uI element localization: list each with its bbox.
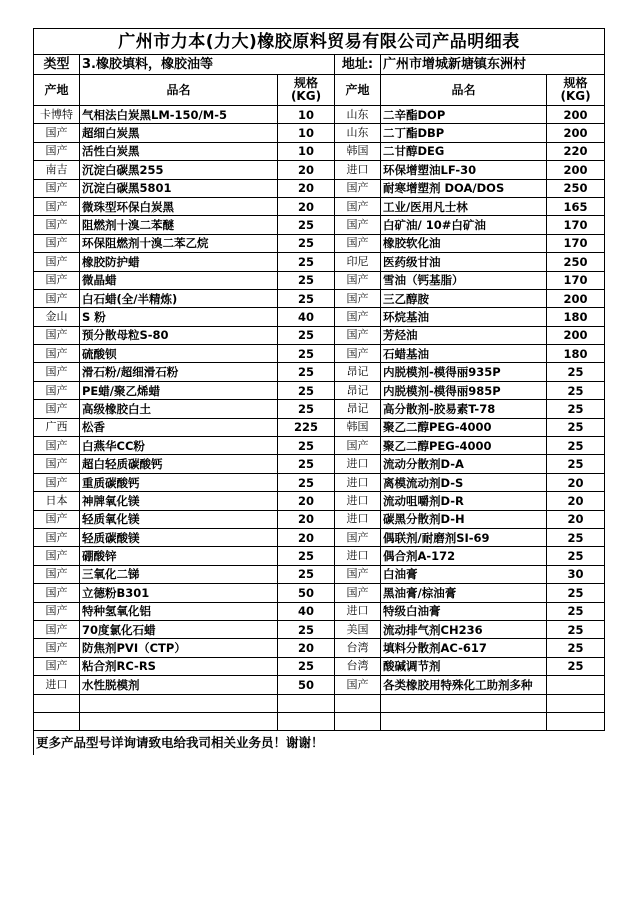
product-name-left: 气相法白炭黑LM-150/M-5: [80, 106, 278, 124]
product-name-right: 各类橡胶用特殊化工助剂多种: [381, 676, 547, 694]
spec-cell-left: 20: [278, 492, 335, 510]
spec-cell-right: 250: [547, 179, 605, 197]
origin-cell-left: 国产: [34, 142, 80, 160]
header-spec-left: 规格(KG): [278, 75, 335, 106]
blank-cell: [278, 712, 335, 730]
product-name-left: 硼酸锌: [80, 547, 278, 565]
origin-cell-right: 国产: [335, 308, 381, 326]
origin-cell-right: 国产: [335, 584, 381, 602]
spec-cell-right: 220: [547, 142, 605, 160]
origin-cell-left: 国产: [34, 271, 80, 289]
address-value: 广州市增城新塘镇东洲村: [381, 55, 605, 75]
spec-cell-left: 20: [278, 528, 335, 546]
origin-cell-right: 台湾: [335, 639, 381, 657]
table-row: [34, 620, 605, 638]
spec-cell-left: 25: [278, 234, 335, 252]
product-name-left: 白燕华CC粉: [80, 437, 278, 455]
table-row: [34, 124, 605, 142]
origin-cell-right: 美国: [335, 620, 381, 638]
product-name-right: 二甘醇DEG: [381, 142, 547, 160]
origin-cell-right: 进口: [335, 547, 381, 565]
product-name-left: S 粉: [80, 308, 278, 326]
origin-cell-right: 进口: [335, 473, 381, 491]
table-row: [34, 492, 605, 510]
header-spec-right: 规格(KG): [547, 75, 605, 106]
spec-cell-left: 25: [278, 400, 335, 418]
blank-row: [34, 694, 605, 712]
product-name-right: 耐寒增塑剂 DOA/DOS: [381, 179, 547, 197]
origin-cell-right: 进口: [335, 455, 381, 473]
product-name-right: 石蜡基油: [381, 345, 547, 363]
spec-cell-right: 25: [547, 584, 605, 602]
table-row: [34, 565, 605, 583]
table-row: [34, 289, 605, 307]
product-name-right: 医药级甘油: [381, 253, 547, 271]
product-name-right: 聚乙二醇PEG-4000: [381, 418, 547, 436]
spec-cell-right: 200: [547, 161, 605, 179]
product-name-left: 立德粉B301: [80, 584, 278, 602]
spec-cell-left: 10: [278, 142, 335, 160]
table-row: [34, 639, 605, 657]
origin-cell-left: 国产: [34, 345, 80, 363]
blank-cell: [278, 694, 335, 712]
origin-cell-right: 进口: [335, 161, 381, 179]
blank-cell: [80, 712, 278, 730]
origin-cell-right: 进口: [335, 492, 381, 510]
product-name-right: 高分散剂-胶易素T-78: [381, 400, 547, 418]
spec-cell-left: 40: [278, 602, 335, 620]
table-row: [34, 216, 605, 234]
product-name-right: 环烷基油: [381, 308, 547, 326]
table-row: [34, 271, 605, 289]
spec-cell-left: 25: [278, 363, 335, 381]
table-row: [34, 657, 605, 675]
spec-cell-left: 25: [278, 216, 335, 234]
spec-cell-left: 25: [278, 381, 335, 399]
table-row: [34, 455, 605, 473]
product-name-right: 偶联剂/耐磨剂SI-69: [381, 528, 547, 546]
spec-cell-right: 200: [547, 289, 605, 307]
spec-cell-left: 25: [278, 565, 335, 583]
origin-cell-right: 韩国: [335, 142, 381, 160]
origin-cell-left: 国产: [34, 639, 80, 657]
product-name-right: 内脱模剂-模得丽985P: [381, 381, 547, 399]
origin-cell-left: 国产: [34, 455, 80, 473]
origin-cell-left: 国产: [34, 289, 80, 307]
product-name-left: 微珠型环保白炭黑: [80, 197, 278, 215]
product-name-left: 活性白炭黑: [80, 142, 278, 160]
spec-cell-left: 25: [278, 326, 335, 344]
product-name-left: 超细白炭黑: [80, 124, 278, 142]
product-name-left: 重质碳酸钙: [80, 473, 278, 491]
origin-cell-right: 国产: [335, 234, 381, 252]
table-row: [34, 179, 605, 197]
table-row: [34, 437, 605, 455]
spec-cell-left: 25: [278, 289, 335, 307]
spec-cell-left: 50: [278, 584, 335, 602]
origin-cell-left: 国产: [34, 326, 80, 344]
origin-cell-right: 进口: [335, 510, 381, 528]
product-name-left: 沉淀白碳黑5801: [80, 179, 278, 197]
type-value: 3.橡胶填料，橡胶油等: [80, 55, 335, 75]
product-name-left: 防焦剂PVI（CTP）: [80, 639, 278, 657]
spec-cell-right: 20: [547, 510, 605, 528]
spec-cell-right: 20: [547, 492, 605, 510]
product-name-right: 碳黑分散剂D-H: [381, 510, 547, 528]
product-name-right: 环保增塑油LF-30: [381, 161, 547, 179]
blank-cell: [34, 694, 80, 712]
origin-cell-left: 南吉: [34, 161, 80, 179]
spec-cell-right: 180: [547, 308, 605, 326]
blank-cell: [335, 694, 381, 712]
origin-cell-right: 印尼: [335, 253, 381, 271]
spec-cell-left: 20: [278, 179, 335, 197]
table-row: [34, 418, 605, 436]
product-name-right: 橡胶软化油: [381, 234, 547, 252]
origin-cell-right: 国产: [335, 197, 381, 215]
table-row: [34, 106, 605, 124]
origin-cell-left: 国产: [34, 565, 80, 583]
table-row: [34, 253, 605, 271]
product-name-right: 流动分散剂D-A: [381, 455, 547, 473]
blank-cell: [34, 712, 80, 730]
origin-cell-left: 国产: [34, 620, 80, 638]
spec-cell-right: 170: [547, 271, 605, 289]
origin-cell-left: 国产: [34, 528, 80, 546]
spec-cell-right: 25: [547, 639, 605, 657]
origin-cell-right: 国产: [335, 326, 381, 344]
origin-cell-right: 昂记: [335, 400, 381, 418]
footer-note: 更多产品型号详询请致电给我司相关业务员！谢谢！: [34, 731, 605, 756]
origin-cell-right: 国产: [335, 179, 381, 197]
origin-cell-left: 国产: [34, 547, 80, 565]
product-name-left: 白石蜡(全/半精炼): [80, 289, 278, 307]
origin-cell-right: 国产: [335, 345, 381, 363]
origin-cell-right: 进口: [335, 602, 381, 620]
spec-cell-right: 30: [547, 565, 605, 583]
product-name-left: 70度氯化石蜡: [80, 620, 278, 638]
product-name-left: 橡胶防护蜡: [80, 253, 278, 271]
header-row: [34, 75, 605, 106]
spec-cell-left: 25: [278, 253, 335, 271]
table-row: [34, 676, 605, 694]
spec-cell-right: 20: [547, 473, 605, 491]
table-row: [34, 326, 605, 344]
spec-cell-left: 10: [278, 106, 335, 124]
product-name-right: 流动排气剂CH236: [381, 620, 547, 638]
blank-cell: [80, 694, 278, 712]
header-name-left: 品名: [80, 75, 278, 106]
table-row: [34, 547, 605, 565]
spec-cell-left: 20: [278, 639, 335, 657]
origin-cell-right: 国产: [335, 271, 381, 289]
header-name-right: 品名: [381, 75, 547, 106]
product-name-left: 松香: [80, 418, 278, 436]
table-row: [34, 602, 605, 620]
origin-cell-left: 国产: [34, 400, 80, 418]
product-name-left: 三氧化二锑: [80, 565, 278, 583]
table-row: [34, 400, 605, 418]
origin-cell-left: 金山: [34, 308, 80, 326]
origin-cell-left: 国产: [34, 234, 80, 252]
spec-cell-right: 200: [547, 106, 605, 124]
spec-cell-left: 20: [278, 510, 335, 528]
product-name-left: 轻质氧化镁: [80, 510, 278, 528]
product-name-left: 滑石粉/超细滑石粉: [80, 363, 278, 381]
product-name-right: 特级白油膏: [381, 602, 547, 620]
product-name-left: PE蜡/聚乙烯蜡: [80, 381, 278, 399]
spec-cell-left: 25: [278, 547, 335, 565]
table-row: [34, 381, 605, 399]
table-row: [34, 197, 605, 215]
origin-cell-right: 韩国: [335, 418, 381, 436]
spec-cell-right: 25: [547, 381, 605, 399]
product-name-right: 酸碱调节剂: [381, 657, 547, 675]
spec-cell-right: 200: [547, 326, 605, 344]
origin-cell-left: 日本: [34, 492, 80, 510]
product-name-right: 黑油膏/棕油膏: [381, 584, 547, 602]
blank-cell: [335, 712, 381, 730]
title-row: [34, 29, 605, 55]
product-name-left: 水性脱模剂: [80, 676, 278, 694]
product-name-right: 填料分散剂AC-617: [381, 639, 547, 657]
table-row: [34, 510, 605, 528]
origin-cell-left: 国产: [34, 473, 80, 491]
spec-cell-left: 20: [278, 197, 335, 215]
product-name-left: 特种氢氧化铝: [80, 602, 278, 620]
origin-cell-right: 昂记: [335, 363, 381, 381]
product-name-right: 内脱模剂-模得丽935P: [381, 363, 547, 381]
spec-cell-left: 25: [278, 455, 335, 473]
spec-cell-right: 250: [547, 253, 605, 271]
spec-cell-right: 25: [547, 437, 605, 455]
origin-cell-right: 台湾: [335, 657, 381, 675]
product-name-right: 二丁酯DBP: [381, 124, 547, 142]
address-label: 地址:: [335, 55, 381, 75]
origin-cell-right: 昂记: [335, 381, 381, 399]
product-name-left: 轻质碳酸镁: [80, 528, 278, 546]
spec-cell-right: 25: [547, 528, 605, 546]
origin-cell-left: 广西: [34, 418, 80, 436]
spec-cell-right: 200: [547, 124, 605, 142]
origin-cell-left: 卡博特: [34, 106, 80, 124]
table-row: [34, 584, 605, 602]
product-name-left: 预分散母粒S-80: [80, 326, 278, 344]
origin-cell-right: 国产: [335, 437, 381, 455]
product-name-right: 白油膏: [381, 565, 547, 583]
product-name-right: 工业/医用凡士林: [381, 197, 547, 215]
spec-cell-left: 25: [278, 657, 335, 675]
table-row: [34, 528, 605, 546]
product-name-left: 环保阻燃剂十溴二苯乙烷: [80, 234, 278, 252]
spec-cell-right: 25: [547, 547, 605, 565]
table-row: [34, 308, 605, 326]
blank-cell: [547, 712, 605, 730]
spec-cell-right: 180: [547, 345, 605, 363]
origin-cell-left: 国产: [34, 381, 80, 399]
product-name-right: 离模流动剂D-S: [381, 473, 547, 491]
header-origin-right: 产地: [335, 75, 381, 106]
page-title: 广州市力本(力大)橡胶原料贸易有限公司产品明细表: [34, 29, 605, 55]
spec-cell-right: 25: [547, 455, 605, 473]
product-name-left: 神牌氧化镁: [80, 492, 278, 510]
spec-cell-right: 25: [547, 602, 605, 620]
meta-row: [34, 55, 605, 75]
spec-cell-right: 25: [547, 363, 605, 381]
product-name-left: 阻燃剂十溴二苯醚: [80, 216, 278, 234]
product-name-right: 三乙醇胺: [381, 289, 547, 307]
product-name-right: 流动咀嚼剂D-R: [381, 492, 547, 510]
blank-cell: [381, 694, 547, 712]
spec-cell-left: 25: [278, 473, 335, 491]
origin-cell-right: 山东: [335, 124, 381, 142]
origin-cell-left: 国产: [34, 657, 80, 675]
origin-cell-right: 国产: [335, 216, 381, 234]
product-name-left: 高级橡胶白土: [80, 400, 278, 418]
spec-cell-left: 25: [278, 437, 335, 455]
origin-cell-left: 国产: [34, 197, 80, 215]
origin-cell-right: 山东: [335, 106, 381, 124]
spec-cell-left: 20: [278, 161, 335, 179]
spec-cell-right: 25: [547, 400, 605, 418]
product-table: [33, 28, 605, 755]
spec-cell-right: [547, 676, 605, 694]
spec-cell-right: 25: [547, 657, 605, 675]
origin-cell-right: 国产: [335, 565, 381, 583]
table-row: [34, 142, 605, 160]
origin-cell-left: 国产: [34, 602, 80, 620]
spec-cell-right: 165: [547, 197, 605, 215]
origin-cell-left: 国产: [34, 437, 80, 455]
footer-row: [34, 731, 605, 756]
product-name-right: 雪油（钙基脂）: [381, 271, 547, 289]
spec-cell-right: 170: [547, 216, 605, 234]
product-name-left: 粘合剂RC-RS: [80, 657, 278, 675]
origin-cell-right: 国产: [335, 289, 381, 307]
table-row: [34, 363, 605, 381]
product-sheet: [33, 28, 604, 755]
product-name-right: 聚乙二醇PEG-4000: [381, 437, 547, 455]
product-name-left: 硫酸钡: [80, 345, 278, 363]
origin-cell-left: 国产: [34, 584, 80, 602]
spec-cell-left: 225: [278, 418, 335, 436]
table-row: [34, 345, 605, 363]
blank-cell: [381, 712, 547, 730]
origin-cell-left: 国产: [34, 253, 80, 271]
origin-cell-right: 国产: [335, 676, 381, 694]
product-name-left: 微晶蜡: [80, 271, 278, 289]
product-name-right: 白矿油/ 10#白矿油: [381, 216, 547, 234]
table-row: [34, 473, 605, 491]
spec-cell-right: 25: [547, 418, 605, 436]
spec-cell-right: 25: [547, 620, 605, 638]
origin-cell-left: 国产: [34, 510, 80, 528]
product-name-right: 芳烃油: [381, 326, 547, 344]
product-name-left: 超白轻质碳酸钙: [80, 455, 278, 473]
table-row: [34, 234, 605, 252]
origin-cell-left: 进口: [34, 676, 80, 694]
product-name-right: 二辛酯DOP: [381, 106, 547, 124]
spec-cell-left: 10: [278, 124, 335, 142]
spec-cell-left: 25: [278, 620, 335, 638]
blank-cell: [547, 694, 605, 712]
spec-cell-left: 25: [278, 345, 335, 363]
origin-cell-left: 国产: [34, 363, 80, 381]
spec-cell-right: 170: [547, 234, 605, 252]
spec-cell-left: 25: [278, 271, 335, 289]
type-label: 类型: [34, 55, 80, 75]
product-name-left: 沉淀白碳黑255: [80, 161, 278, 179]
origin-cell-right: 国产: [335, 528, 381, 546]
table-row: [34, 161, 605, 179]
spec-cell-left: 40: [278, 308, 335, 326]
spec-cell-left: 50: [278, 676, 335, 694]
product-name-right: 偶合剂A-172: [381, 547, 547, 565]
origin-cell-left: 国产: [34, 216, 80, 234]
blank-row: [34, 712, 605, 730]
header-origin-left: 产地: [34, 75, 80, 106]
origin-cell-left: 国产: [34, 124, 80, 142]
origin-cell-left: 国产: [34, 179, 80, 197]
